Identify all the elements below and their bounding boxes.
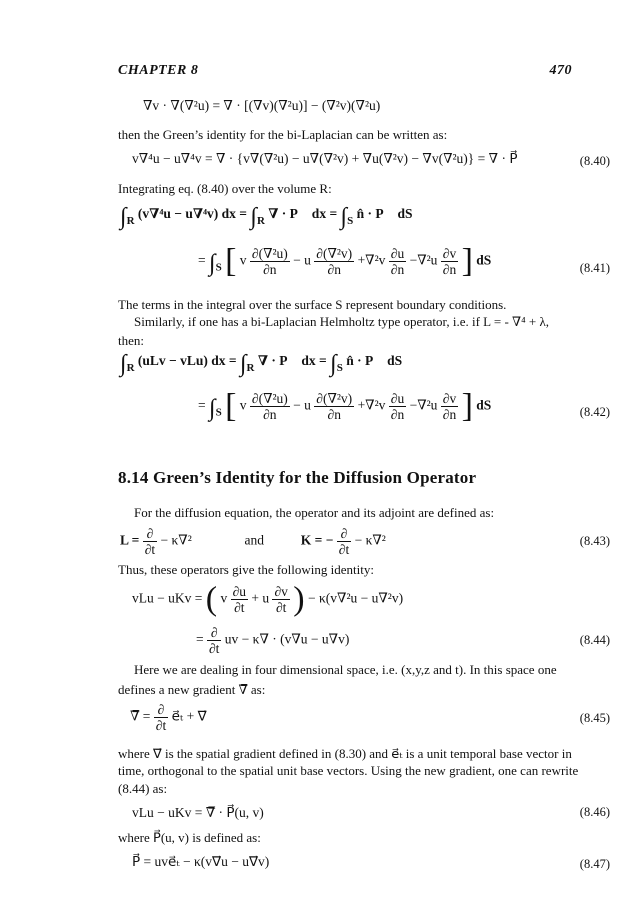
equation-8-43 — [120, 526, 386, 557]
paragraph-line: defines a new gradient ∇̿ as: — [118, 682, 266, 697]
equation-top-identity: ∇v · ∇(∇²u) = ∇ · [(∇v)(∇²u)] − (∇²v)(∇²u) — [143, 98, 381, 113]
integral-sign-icon: ∫ — [120, 204, 127, 230]
paragraph-line: (8.44) as: — [118, 781, 168, 796]
operator-K: K = − — [300, 532, 334, 548]
u-term: u — [304, 252, 311, 268]
minus-sign: − — [293, 397, 301, 413]
integral-sign-icon: ∫ — [209, 250, 216, 277]
identity-lhs: vLu − uKv = — [132, 590, 203, 606]
region-R: R — [126, 215, 135, 227]
equation-number-8-45: (8.45) — [579, 711, 610, 725]
integral-sign-icon: ∫ — [120, 351, 127, 377]
laplacian-v-term: +∇²v — [357, 397, 386, 413]
equation-number-8-43: (8.43) — [579, 534, 610, 548]
fraction: $\frac{\partial u}{\partial n}$ — [390, 391, 405, 422]
plus-u-term: + u — [251, 590, 270, 606]
surface-S: S — [336, 362, 343, 374]
paragraph-line: where ∇⃗ is the spatial gradient defined in (8.30) and e⃗ₜ is a unit temporal base vector in — [118, 746, 572, 761]
left-bracket: [ — [225, 387, 237, 425]
equals-sign: = — [196, 631, 204, 647]
laplacian-u-term: −∇²u — [409, 252, 438, 268]
laplacian-u-term: −∇²u — [409, 397, 438, 413]
chapter-header: CHAPTER 8 — [118, 63, 199, 78]
paragraph-line: Integrating eq. (8.40) over the volume R: — [118, 181, 332, 196]
right-paren: ) — [293, 580, 305, 618]
four-gradient: ∇̿ = — [130, 708, 151, 724]
kappa-laplacian: − κ∇² — [354, 532, 386, 548]
paragraph-line: Here we are dealing in four dimensional space, i.e. (x,y,z and t). In this space one — [134, 662, 557, 677]
paragraph-line: then the Green’s identity for the bi-Laplacian can be written as: — [118, 127, 448, 142]
fraction: $\frac{\partial u}{\partial t}$ — [232, 584, 246, 615]
fraction: $\frac{\partial}{\partial t}$ — [144, 526, 156, 557]
equation-8-45 — [130, 702, 207, 733]
equation-number-8-44: (8.44) — [579, 633, 610, 647]
left-bracket: [ — [225, 242, 237, 280]
surface-element: dS — [476, 252, 492, 268]
surface-S: S — [347, 215, 354, 227]
v-term: v — [239, 397, 247, 413]
u-term: u — [304, 397, 311, 413]
minus-sign: − — [293, 252, 301, 268]
v-term: v — [239, 252, 247, 268]
fraction: $\frac{\partial}{\partial t}$ — [338, 526, 350, 557]
region-R: R — [246, 362, 255, 374]
integrand-rhs: n̂ · P⃗ dS — [346, 353, 403, 368]
integral-sign-icon: ∫ — [340, 204, 348, 230]
integral-sign-icon: ∫ — [330, 351, 337, 377]
equation-number-8-42: (8.42) — [579, 405, 610, 419]
integrand-mid: ∇ · P⃗ dx = — [257, 353, 327, 368]
integrand-lhs: (v∇⁴u − u∇⁴v) dx = — [137, 206, 247, 221]
equation-8-40: v∇⁴u − u∇⁴v = ∇ · {v∇(∇²u) − u∇(∇²v) + ∇u(∇²v) − ∇v(∇²u)} = ∇ · P⃗ — [132, 151, 518, 166]
equation-8-42-line1 — [120, 352, 402, 376]
integrand-lhs: (uLv − vLu) dx = — [137, 353, 237, 368]
right-bracket: ] — [461, 242, 473, 280]
integrand-mid: ∇ · P⃗ dx = — [268, 206, 338, 221]
paragraph-line: then: — [118, 333, 144, 348]
equation-8-44-line2 — [196, 625, 349, 656]
equals-sign: = — [198, 252, 206, 268]
paragraph-line: time, orthogonal to the spatial unit base vectors. Using the new gradient, one can rewrite — [118, 763, 579, 778]
fraction: $\frac{\partial}{\partial t}$ — [209, 625, 220, 656]
fraction: $\frac{\partial v}{\partial n}$ — [442, 246, 457, 277]
left-paren: ( — [205, 580, 218, 618]
fraction: $\frac{\text{∂(∇²v)}}{\partial n}$ — [316, 391, 353, 422]
fraction: $\frac{\partial v}{\partial n}$ — [442, 391, 457, 422]
right-bracket: ] — [461, 387, 473, 425]
equation-number-8-46: (8.46) — [579, 805, 610, 819]
fraction: $\frac{\text{∂(∇²v)}}{\partial n}$ — [316, 246, 353, 277]
operator-L: L = — [120, 532, 140, 548]
paragraph-line: Thus, these operators give the following identity: — [118, 562, 374, 577]
equation-8-47: P⃗ = uve⃗ₜ − κ(v∇⃗u − u∇⃗v) — [132, 854, 270, 869]
page-number: 470 — [549, 63, 572, 78]
equals-sign: = — [198, 397, 206, 413]
integrand-rhs: n̂ · P⃗ dS — [356, 206, 413, 221]
paragraph-line: where P⃗(u, v) is defined as: — [118, 830, 261, 845]
paragraph-line: The terms in the integral over the surface S represent boundary conditions. — [118, 297, 507, 312]
and-word: and — [244, 532, 265, 548]
identity-rhs: uv − κ∇ · (v∇u − u∇v) — [224, 631, 350, 647]
equation-8-42-line2 — [198, 387, 492, 425]
surface-S: S — [215, 261, 222, 274]
kappa-term: − κ(v∇²u − u∇²v) — [307, 590, 404, 606]
fraction: $\frac{\partial}{\partial t}$ — [155, 702, 167, 733]
integral-sign-icon: ∫ — [250, 204, 257, 230]
section-title: 8.14 Green’s Identity for the Diffusion Operator — [118, 468, 477, 487]
equation-number-8-40: (8.40) — [579, 154, 610, 168]
kappa-laplacian: − κ∇² — [160, 532, 192, 548]
equation-number-8-47: (8.47) — [579, 857, 610, 871]
fraction: $\frac{\partial v}{\partial t}$ — [274, 584, 288, 615]
temporal-and-spatial-part: e⃗ₜ + ∇⃗ — [171, 708, 207, 724]
equation-8-46: vLu − uKv = ∇̿ · P⃗(u, v) — [132, 805, 264, 820]
region-R: R — [126, 362, 135, 374]
v-term: v — [220, 590, 228, 606]
equation-number-8-41: (8.41) — [579, 261, 610, 275]
region-R: R — [256, 215, 265, 227]
integral-sign-icon: ∫ — [239, 351, 247, 377]
equation-8-41-line1 — [120, 205, 413, 229]
integral-sign-icon: ∫ — [209, 395, 216, 422]
surface-element: dS — [476, 397, 492, 413]
equation-8-44-line1 — [132, 580, 404, 618]
equation-8-41-line2 — [198, 242, 492, 280]
fraction: $\frac{\text{∂(∇²u)}}{\partial n}$ — [251, 391, 288, 422]
surface-S: S — [215, 406, 222, 419]
paragraph-line: Similarly, if one has a bi-Laplacian Helmholtz type operator, i.e. if L = - ∇⁴ + λ, — [134, 314, 550, 329]
fraction: $\frac{\partial u}{\partial n}$ — [390, 246, 405, 277]
fraction: $\frac{\text{∂(∇²u)}}{\partial n}$ — [251, 246, 288, 277]
paragraph-line: For the diffusion equation, the operator and its adjoint are defined as: — [134, 505, 495, 520]
laplacian-v-term: +∇²v — [357, 252, 386, 268]
